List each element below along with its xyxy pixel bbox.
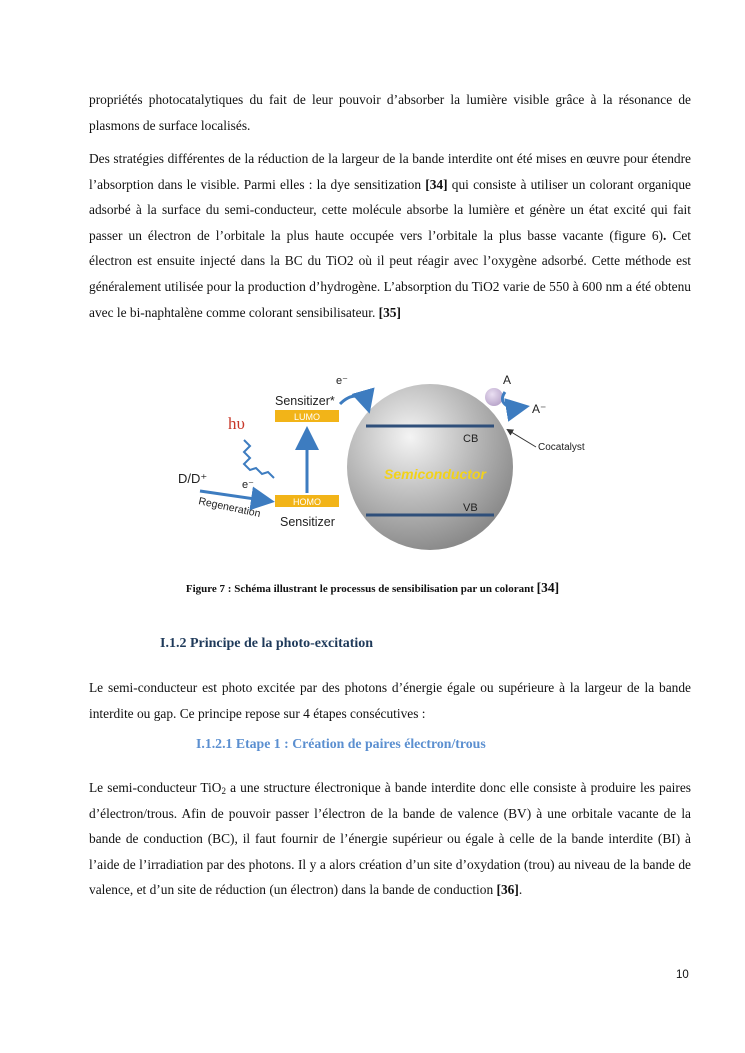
vb-label: VB: [463, 502, 478, 514]
bold-period: .: [663, 227, 667, 243]
sensitizer-ground-label: Sensitizer: [280, 515, 335, 529]
sensitization-diagram: [172, 370, 602, 550]
photon-wave-icon: [244, 440, 274, 478]
sensitizer-excited-label: Sensitizer*: [275, 394, 335, 408]
citation-ref: [35]: [378, 304, 401, 320]
paragraph-step-one: [89, 775, 691, 903]
paragraph-text: Cet électron est ensuite injecté dans la BC du TiO2 où il peut réagir avec l’oxygène adsorbé. Cette méthode est généralement utilisée pour la production d’hydrogène. L’absorption du TiO2 varie de 550 à 600 nm a été obtenu avec le bi-naphtalène comme colorant sensibilisateur.: [89, 227, 691, 320]
paragraph-dye-sensitization: [89, 146, 691, 325]
paragraph-text: Des stratégies différentes de la réduction de la largeur de la bande interdite ont été mises en œuvre pour étendre l’absorption dans le visible. Parmi elles : la dye sensitization: [89, 151, 691, 192]
paragraph-text: a une structure électronique à bande interdite donc elle consiste à produire les paires d’électron/trous. Afin de pouvoir passer l’électron de la bande de valence (BV) à une orbitale vacante de la bande de conduction (BC), il faut fournir de l’énergie supérieur ou égale à celle de la bande interdite (BI) à l’aide de l’irradiation par des photons. Il y a alors création d’un site d’oxydation (trou) au niveau de la bande de valence, et d’un site de réduction (un électron) dans la bande de conduction: [89, 780, 691, 898]
cb-label: CB: [463, 433, 479, 445]
citation-ref: [36]: [496, 882, 519, 898]
paragraph-text: qui consiste à utiliser un colorant organique adsorbé à la surface du semi-conducteur, cette molécule absorbe la lumière et génère un état excité qui fait passer un électron de l’orbitale la plus haute occupée vers l’orbitale la plus basse vacante (figure 6): [89, 176, 691, 243]
section-heading: I.1.2 Principe de la photo-excitation: [160, 636, 374, 651]
citation-ref: [34]: [425, 176, 448, 192]
semiconductor-label: Semiconductor: [384, 466, 486, 482]
paragraph-principle: [89, 675, 691, 726]
acceptor-label: A: [503, 373, 512, 387]
caption-text: Figure 7 : Schéma illustrant le processus de sensibilisation par un colorant: [185, 583, 537, 595]
subsection-heading: I.1.2.1 Etape 1 : Création de paires électron/trous: [196, 736, 486, 751]
homo-label: HOMO: [293, 497, 321, 507]
acceptor-reduced-label: A⁻: [532, 402, 547, 416]
electron-left-label: e⁻: [242, 479, 254, 491]
page-number: 10: [676, 969, 689, 981]
subscript: 2: [221, 786, 226, 796]
acceptor-arrow: [502, 392, 524, 408]
lumo-label: LUMO: [294, 412, 321, 422]
caption-citation: [34]: [536, 580, 560, 595]
paragraph-intro-text: propriétés photocatalytiques du fait de leur pouvoir d’absorber la lumière visible grâce à la résonance de plasmons de surface localisés.: [89, 92, 691, 133]
paragraph-text: Le semi-conducteur TiO: [89, 780, 222, 795]
cocatalyst-particle: [485, 388, 503, 406]
photon-label: hυ: [228, 414, 245, 433]
injection-arrow: [340, 396, 368, 408]
regeneration-label: Regeneration: [197, 495, 262, 521]
cocatalyst-pointer: [508, 430, 536, 447]
cocatalyst-label: Cocatalyst: [538, 442, 585, 453]
paragraph-intro: [89, 87, 691, 138]
paragraph-text: Le semi-conducteur est photo excitée par des photons d’énergie égale ou supérieure à la largeur de la bande interdite ou gap. Ce principe repose sur 4 étapes consécutives :: [89, 680, 691, 721]
electron-top-label: e⁻: [336, 375, 348, 387]
donor-label: D/D⁺: [178, 471, 208, 486]
paragraph-text: .: [518, 882, 523, 898]
figure-caption: [0, 580, 745, 596]
